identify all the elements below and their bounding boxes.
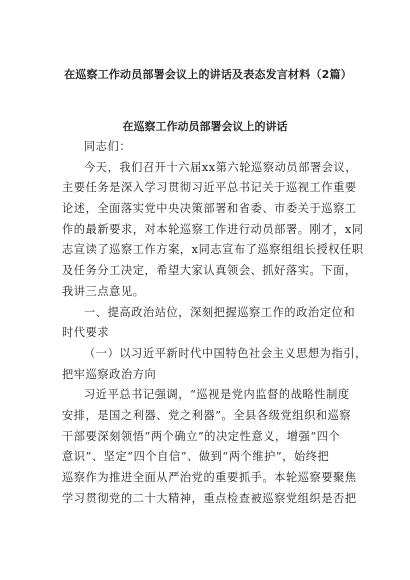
subheading-line: （一）以习近平新时代中国特色社会主义思想为指引， — [84, 346, 367, 360]
paragraph-line: 我讲三点意见。 — [62, 284, 145, 298]
paragraph-line: 意识”、坚定“四个自信”、做到“两个维护”，始终把 — [62, 450, 330, 464]
paragraph-line: 论述，全面落实党中央决策部署和省委、市委关于巡察工 — [62, 202, 357, 216]
paragraph-line: 主要任务是深入学习贯彻习近平总书记关于巡视工作重要 — [62, 181, 357, 195]
paragraph-line: 志宣读了巡察工作方案，x同志宣布了巡察组组长授权任职 — [62, 243, 364, 257]
document-body — [62, 137, 367, 509]
section-title: 在巡察工作动员部署会议上的讲话 — [122, 120, 288, 133]
heading-line: 一、提高政治站位，深刻把握巡察工作的政治定位和 — [84, 305, 356, 319]
paragraph-line: 学习贯彻党的二十大精神，重点检查被巡察党组织是否把 — [62, 491, 357, 505]
paragraph-line: 安排，是国之利器、党之利器”。全县各级党组织和巡察 — [62, 408, 352, 422]
paragraph-line: 巡察作为推进全面从严治党的重要抓手。本轮巡察要聚焦 — [62, 471, 357, 484]
subheading-line: 把牢巡察政治方向 — [62, 367, 157, 381]
paragraph-line: 作的最新要求，对本轮巡察工作进行动员部署。刚才，x同 — [62, 222, 364, 236]
paragraph-line: 及任务分工决定，希望大家认真领会、抓好落实。下面， — [62, 264, 357, 278]
paragraph-line: 干部要深刻领悟“两个确立”的决定性意义，增强“四个 — [62, 429, 341, 443]
paragraph-line: 习近平总书记强调，“巡视是党内监督的战略性制度 — [84, 388, 350, 402]
document-title: 在巡察工作动员部署会议上的讲话及表态发言材料（2篇） — [64, 68, 352, 81]
salutation: 同志们： — [84, 140, 132, 153]
heading-line: 时代要求 — [62, 326, 110, 340]
paragraph-line: 今天，我们召开十六届xx第六轮巡察动员部署会议， — [84, 160, 358, 174]
